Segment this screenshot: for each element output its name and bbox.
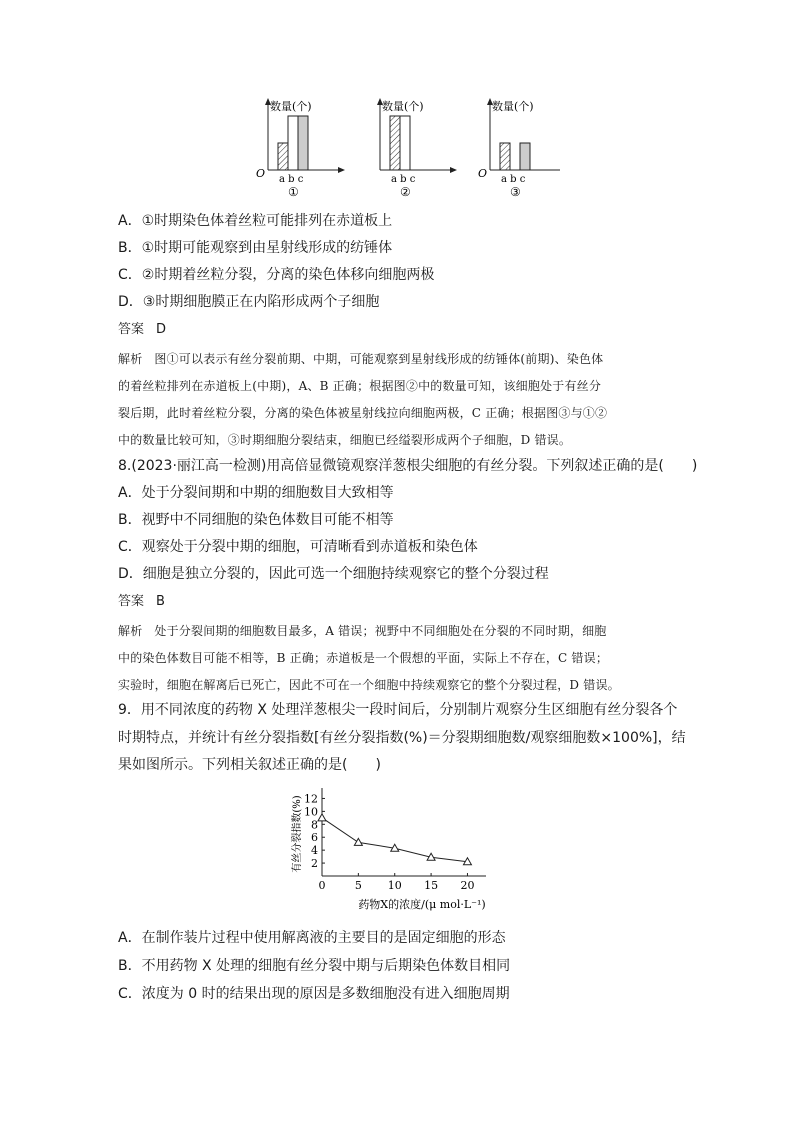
x-axis-label: 药物X的浓度/(μ mol·L⁻¹) [358, 898, 486, 911]
panel-caption: ③ [510, 185, 521, 199]
x-tick-label: 15 [424, 879, 439, 892]
q8-option-a: A．处于分裂间期和中期的细胞数目大致相等 [118, 485, 394, 501]
q8-option-b: B．视野中不同细胞的染色体数目可能不相等 [118, 512, 394, 528]
answer-label: 答案 [118, 594, 145, 609]
q7-explanation-line-3: 裂后期，此时着丝粒分裂，分离的染色体被星射线拉向细胞两极，C 正确；根据图③与①② [118, 406, 608, 420]
q9-option-b: B．不用药物 X 处理的细胞有丝分裂中期与后期染色体数目相同 [118, 958, 511, 974]
y-axis-label: 数量(个) [382, 100, 424, 113]
q7-option-a: A．①时期染色体着丝粒可能排列在赤道板上 [118, 213, 393, 229]
series-line [322, 818, 467, 862]
x-axis-arrow [338, 167, 345, 173]
y-axis-label: 数量(个) [492, 100, 534, 113]
q7-explanation-line-1 [118, 350, 603, 368]
panel-caption: ① [288, 185, 299, 199]
q8-explanation-line-3: 实验时，细胞在解离后已死亡，因此不可在一个细胞中持续观察它的整个分裂过程，D 错误。 [118, 678, 620, 692]
q8-answer [118, 593, 165, 611]
explanation-label: 解析 [118, 352, 143, 366]
explanation-text: 图①可以表示有丝分裂前期、中期，可能观察到星射线形成的纺锤体(前期)、染色体 [154, 352, 604, 366]
y-tick-label: 2 [311, 857, 318, 871]
bar-a [278, 143, 288, 170]
q7-option-c: C．②时期着丝粒分裂，分离的染色体移向细胞两极 [118, 267, 435, 283]
x-tick-labels: a b c [391, 174, 416, 185]
x-tick-label: 10 [387, 879, 402, 892]
answer-label: 答案 [118, 322, 145, 337]
mitotic-index-line-chart [284, 784, 514, 924]
y-tick-label: 8 [311, 818, 318, 832]
y-axis-label: 有丝分裂指数(%) [292, 795, 303, 873]
origin-label: O [256, 167, 266, 180]
y-tick-label: 4 [311, 844, 318, 858]
x-tick-label: 20 [460, 879, 475, 892]
panel-caption: ② [400, 185, 411, 199]
q7-option-d: D．③时期细胞膜正在内陷形成两个子细胞 [118, 294, 380, 310]
x-tick-labels: a b c [279, 174, 304, 185]
y-tick-label: 10 [304, 805, 318, 819]
data-point-marker [318, 814, 326, 821]
answer-value: B [156, 594, 165, 609]
q9-option-c: C．浓度为 0 时的结果出现的原因是多数细胞没有进入细胞周期 [118, 986, 510, 1002]
explanation-text: 处于分裂间期的细胞数目最多，A 错误；视野中不同细胞处在分裂的不同时期，细胞 [154, 624, 607, 638]
q8-stem: 8.(2023·丽江高一检测)用高倍显微镜观察洋葱根尖细胞的有丝分裂。下列叙述正确的是( ) [118, 458, 698, 474]
bar-c [298, 116, 308, 170]
q7-option-b: B．①时期可能观察到由星射线形成的纺锤体 [118, 240, 393, 256]
x-tick-label: 0 [318, 879, 326, 892]
origin-label: O [478, 167, 488, 180]
y-axis-label: 数量(个) [270, 100, 312, 113]
bar-c [520, 143, 530, 170]
q8-explanation-line-2: 中的染色体数目可能不相等，B 正确；赤道板是一个假想的平面，实际上不存在，C 错误； [118, 651, 609, 665]
chart-layer [290, 788, 486, 911]
bar-b [400, 116, 410, 170]
answer-value: D [156, 322, 167, 337]
q9-stem-line-1: 9．用不同浓度的药物 X 处理洋葱根尖一段时间后，分别制片观察分生区细胞有丝分裂各个 [118, 702, 678, 718]
data-point-marker [354, 838, 362, 845]
bar-a [500, 143, 510, 170]
bar-a [390, 116, 400, 170]
x-tick-labels: a b c [501, 174, 526, 185]
y-tick-label: 6 [311, 831, 318, 845]
x-axis-arrow [450, 167, 457, 173]
x-tick-label: 5 [354, 879, 362, 892]
bar-panel-2 [377, 98, 457, 199]
q7-answer [118, 321, 166, 339]
q8-explanation-line-1 [118, 622, 607, 640]
bar-panel-3 [478, 98, 560, 199]
explanation-label: 解析 [118, 624, 143, 638]
q8-option-d: D．细胞是独立分裂的，因此可选一个细胞持续观察它的整个分裂过程 [118, 566, 549, 582]
bar-b [288, 116, 298, 170]
q9-stem-line-3: 果如图所示。下列相关叙述正确的是( ) [118, 757, 381, 773]
bar-panel-1 [256, 98, 345, 199]
chromosome-count-bar-figure [240, 90, 560, 205]
q7-explanation-line-2: 的着丝粒排列在赤道板上(中期)，A、B 正确；根据图②中的数量可知，该细胞处于有丝分 [118, 379, 602, 393]
q9-stem-line-2: 时期特点，并统计有丝分裂指数[有丝分裂指数(%)＝分裂期细胞数/观察细胞数×100%]，结 [118, 730, 686, 746]
q9-option-a: A．在制作装片过程中使用解离液的主要目的是固定细胞的形态 [118, 930, 506, 946]
y-tick-label: 12 [304, 792, 318, 806]
q8-option-c: C．观察处于分裂中期的细胞，可清晰看到赤道板和染色体 [118, 539, 478, 555]
q7-explanation-line-4: 中的数量比较可知，③时期细胞分裂结束，细胞已经缢裂形成两个子细胞，D 错误。 [118, 433, 572, 447]
